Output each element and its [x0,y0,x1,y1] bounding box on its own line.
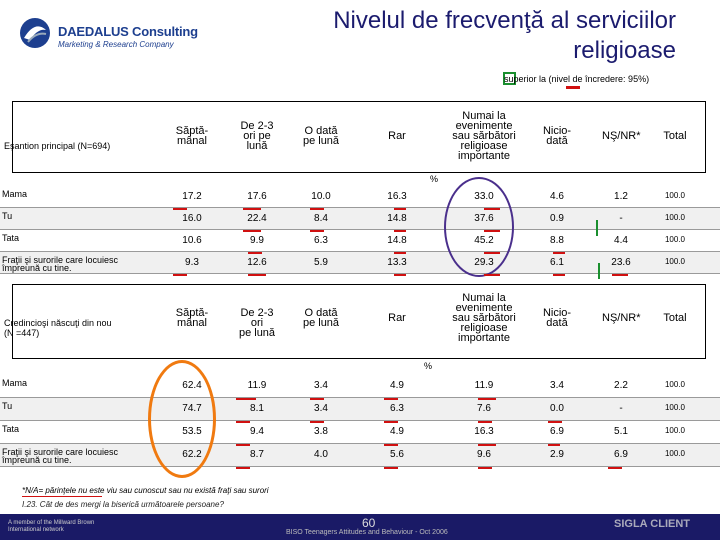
footnote-na: *N/A= părinţele nu este viu sau cunoscut sau nu există fraţi sau surori [22,486,269,495]
significance-red-mark [612,274,628,276]
table2-cell: 53.5 [182,426,202,437]
table1-cell: 100.0 [664,235,686,244]
table2-cell: 3.4 [550,380,564,391]
significance-red-mark [243,208,261,210]
table1-row-label: Fraţii şi surorile care locuiesc împreună cu tine. [2,255,119,273]
table2-cell: 2.2 [614,380,628,391]
table2-cell: 9.6 [477,449,491,460]
table1-cell: 37.6 [474,213,494,224]
table2-cell: 100.0 [664,426,686,435]
table2-percent: % [424,361,433,371]
table1-cell: 5.9 [314,257,328,268]
logo-name: DAEDALUS Consulting [58,24,198,39]
table2-sample-label: Credincioşi născuţi din nou (N =447) [4,318,112,338]
table1-col-header-7: Total [663,130,687,142]
table2-cell: 2.9 [550,449,564,460]
significance-red-mark [310,421,324,423]
table2-row-label: Fraţii şi surorile care locuiesc împreună cu tine. [2,447,119,465]
table2-col-header-6: NŞ/NR* [602,312,641,324]
table1-cell: 9.9 [250,235,264,246]
table1-row-label: Tu [2,211,13,221]
significance-red-mark [236,444,250,446]
table1-row-label: Tata [2,233,20,243]
significance-red-mark [548,421,562,423]
significance-red-mark [478,467,492,469]
table2-col-header-3: Rar [388,312,406,324]
table1-row-3 [0,252,720,274]
significance-red-mark [394,208,406,210]
table1-col-header-5: Nicio- dată [542,125,572,147]
table2-row-1 [0,398,720,421]
significance-red-mark [236,421,250,423]
table1-cell: 17.2 [182,191,202,202]
table2-cell: 4.0 [314,449,328,460]
significance-red-mark [310,208,324,210]
table2-row-label: Mama [2,378,28,388]
table1-row-label: Mama [2,189,28,199]
table2-row-label: Tata [2,424,20,434]
significance-red-mark [173,208,187,210]
table1-cell: 29.3 [474,257,494,268]
table2-cell: 0.0 [550,403,564,414]
significance-green-mark [598,263,600,279]
table1-cell: 6.1 [550,257,564,268]
table1-sample-label: Eşantion principal (N=694) [4,141,111,151]
significance-red-mark [384,444,398,446]
highlight-ellipse-purple [444,177,514,277]
table2-col-header-2: O dată pe lună [302,307,340,329]
significance-red-mark [384,398,398,400]
table2-cell: 3.4 [314,380,328,391]
table1-cell: 16.3 [387,191,407,202]
table1-cell: 100.0 [664,213,686,222]
table2-cell: 62.2 [182,449,202,460]
table2-col-header-7: Total [663,312,687,324]
table1-cell: 0.9 [550,213,564,224]
significance-red-mark [484,274,500,276]
table1-row-1 [0,208,720,230]
table2-cell: 6.3 [390,403,404,414]
significance-red-mark [236,398,256,400]
table2-cell: 9.4 [250,426,264,437]
table2-cell: 100.0 [664,403,686,412]
table2-cell: 8.7 [250,449,264,460]
significance-red-mark [394,274,406,276]
table1-cell: 12.6 [247,257,267,268]
table1-col-header-2: O dată pe lună [302,125,340,147]
table1-cell: 23.6 [611,257,631,268]
table1-cell: 8.4 [314,213,328,224]
table1-row-2 [0,230,720,252]
table1-cell: 1.2 [614,191,628,202]
table2-row-3 [0,444,720,467]
table1-col-header-1: De 2-3 ori pe lună [240,120,274,152]
significance-red-mark [553,252,565,254]
table2-cell: 74.7 [182,403,202,414]
table2-cell: 4.9 [390,426,404,437]
legend-text: superior la (nivel de încredere: 95%) [504,74,650,84]
table1-cell: 9.3 [185,257,199,268]
table2-cell: 6.9 [550,426,564,437]
table2-cell: 100.0 [664,380,686,389]
footnote-underline [22,496,102,497]
table2-cell: 11.9 [474,380,494,391]
footer-network-logo: A member of the Millward Brown International network [8,520,95,533]
significance-red-mark [310,230,324,232]
significance-green-mark [596,220,598,236]
significance-red-mark [478,398,496,400]
table2-row-2 [0,421,720,444]
table2-cell: 5.6 [390,449,404,460]
table1-cell: 4.6 [550,191,564,202]
table1-cell: 10.0 [311,191,331,202]
page-number: 60 [362,516,376,530]
table2-cell: 3.8 [314,426,328,437]
significance-red-mark [248,274,266,276]
logo-subtitle: Marketing & Research Company [58,40,174,49]
table1-col-header-6: NŞ/NR* [602,130,641,142]
table1-percent: % [430,174,439,184]
significance-red-mark [248,252,262,254]
table2-cell: 62.4 [182,380,202,391]
table2-row-label: Tu [2,401,13,411]
significance-red-mark [548,444,560,446]
table2-cell: 4.9 [390,380,404,391]
table2-cell: 7.6 [477,403,491,414]
table2-cell: 8.1 [250,403,264,414]
table1-col-header-0: Săptă- mânal [175,125,209,147]
significance-red-mark [243,230,261,232]
footnote-question: I.23. Cât de des mergi la biserică următoarele persoane? [22,500,224,509]
table2-col-header-1: De 2-3 ori pe lună [238,307,276,339]
table2-cell: 6.9 [614,449,628,460]
table1-cell: 13.3 [387,257,407,268]
table1-cell: 14.8 [387,235,407,246]
daedalus-logo [18,14,218,54]
client-logo: SIGLA CLIENT [614,518,690,530]
table1-cell: 14.8 [387,213,407,224]
daedalus-logo-icon [18,16,52,50]
table2-cell: 11.9 [247,380,267,391]
significance-red-mark [236,467,250,469]
significance-red-mark [394,252,406,254]
footer-source: BISO Teenagers Attitudes and Behaviour - Oct 2006 [286,529,448,536]
significance-red-mark [394,230,406,232]
table1-cell: 45.2 [474,235,494,246]
significance-red-mark [553,274,565,276]
page-title: Nivelul de frecvenţă al serviciilor religioase [333,7,676,64]
table2-cell: 3.4 [314,403,328,414]
table1-row-0 [0,186,720,208]
table1-cell: 22.4 [247,213,267,224]
table1-cell: 16.0 [182,213,202,224]
legend-red-mark [566,86,580,89]
table1-col-header-4: Numai la evenimente sau sărbători religioase importante [452,110,516,162]
highlight-ellipse-orange [148,360,216,478]
table1-col-header-3: Rar [388,130,406,142]
table2-cell: 5.1 [614,426,628,437]
significance-red-mark [484,208,500,210]
table2-col-header-4: Numai la evenimente sau sărbători religioase importante [452,292,516,344]
table1-cell: - [619,213,623,224]
table2-col-header-5: Nicio- dată [542,307,572,329]
table2-cell: 16.3 [474,426,494,437]
table1-cell: 100.0 [664,257,686,266]
table2-col-header-0: Săptă- mânal [175,307,209,329]
table1-cell: 33.0 [474,191,494,202]
significance-red-mark [310,398,324,400]
significance-red-mark [608,467,622,469]
table1-cell: 6.3 [314,235,328,246]
significance-red-mark [384,467,398,469]
significance-red-mark [484,230,500,232]
table1-cell: 10.6 [182,235,202,246]
table2-row-0 [0,375,720,398]
significance-red-mark [484,252,500,254]
significance-red-mark [478,421,492,423]
table1-cell: 8.8 [550,235,564,246]
table2-cell: 100.0 [664,449,686,458]
significance-red-mark [478,444,496,446]
table1-cell: 17.6 [247,191,267,202]
table1-cell: 100.0 [664,191,686,200]
significance-red-mark [384,421,398,423]
significance-red-mark [173,274,187,276]
table1-cell: 4.4 [614,235,628,246]
table2-cell: - [619,403,623,414]
